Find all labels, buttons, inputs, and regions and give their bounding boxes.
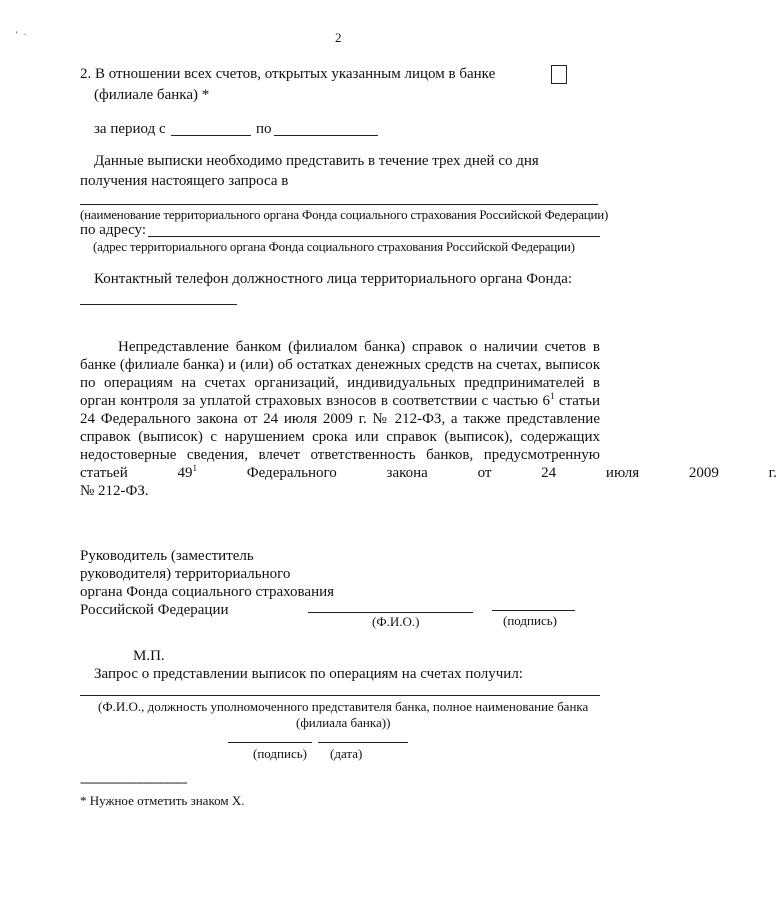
bank-rep-field[interactable]	[80, 695, 600, 696]
period-to-field[interactable]	[274, 135, 378, 136]
footnote-separator: --------------------------------	[80, 774, 187, 789]
org-name-field[interactable]	[80, 204, 598, 205]
contact-phone-field[interactable]	[80, 304, 237, 305]
item2-line1: 2. В отношении всех счетов, открытых указанным лицом в банке	[80, 66, 496, 82]
penalty-line: 24 Федерального закона от 24 июля 2009 г. № 212-ФЗ, а также представление	[80, 411, 600, 427]
stamp-label: М.П.	[133, 648, 165, 664]
head-title-line: органа Фонда социального страхования	[80, 584, 335, 600]
received-label: Запрос о представлении выписок по операциям на счетах получил:	[94, 666, 523, 682]
address-caption: (адрес территориального органа Фонда социального страхования Российской Федерации)	[93, 239, 575, 254]
head-fio-caption: (Ф.И.О.)	[372, 614, 420, 629]
penalty-line: Непредставление банком (филиалом банка) справок о наличии счетов в	[118, 339, 600, 355]
address-label: по адресу:	[80, 222, 147, 238]
head-title-line: Российской Федерации	[80, 602, 229, 618]
submission-line1: Данные выписки необходимо представить в течение трех дней со дня	[94, 153, 539, 169]
penalty-line: орган контроля за уплатой страховых взносов в соответствии с частью $6^1$ статьи	[80, 391, 600, 409]
address-field[interactable]	[148, 236, 600, 237]
bank-rep-caption-line1: (Ф.И.О., должность уполномоченного представителя банка, полное наименование банка	[98, 699, 589, 714]
contact-label: Контактный телефон должностного лица территориального органа Фонда:	[94, 271, 573, 287]
penalty-line: по операциям на счетах организаций, индивидуальных предпринимателей в	[80, 375, 600, 391]
penalty-line: справок (выписок) с нарушением срока или справок (выписок), содержащих	[80, 429, 600, 445]
bank-rep-signature-caption: (подпись)	[253, 746, 307, 761]
head-fio-field[interactable]	[308, 612, 473, 613]
head-title-line: руководителя) территориального	[80, 566, 291, 582]
head-title-line: Руководитель (заместитель	[80, 548, 254, 564]
scan-specks: ‘ ·	[15, 30, 27, 41]
head-signature-field[interactable]	[492, 610, 575, 611]
head-signature-caption: (подпись)	[503, 613, 557, 628]
item2-line2: (филиале банка) *	[94, 87, 210, 103]
penalty-paragraph	[80, 338, 777, 500]
bank-rep-date-caption: (дата)	[330, 746, 363, 761]
penalty-line: недостоверные сведения, влечет ответственность банков, предусмотренную	[80, 447, 600, 463]
footnote-text: * Нужное отметить знаком Х.	[80, 793, 245, 808]
period-to-label: по	[256, 121, 272, 137]
org-name-caption: (наименование территориального органа Фонда социального страхования Российской Федерации)	[80, 207, 609, 222]
bank-rep-caption-line2: (филиала банка))	[296, 715, 391, 730]
period-from-label: за период с	[94, 121, 166, 137]
penalty-line: № 212-ФЗ.	[80, 483, 149, 499]
bank-rep-signature-field[interactable]	[228, 742, 312, 743]
bank-rep-date-field[interactable]	[318, 742, 408, 743]
period-from-field[interactable]	[171, 135, 251, 136]
item2-checkbox[interactable]	[551, 65, 567, 84]
penalty-line: статьей $49^1$ Федерального закона от 24 июля 2009 г.	[80, 463, 777, 481]
penalty-line: банке (филиале банка) и (или) об остатках денежных средств на счетах, выписок	[80, 357, 600, 373]
submission-line2: получения настоящего запроса в	[80, 173, 289, 189]
page-number: 2	[335, 30, 342, 45]
